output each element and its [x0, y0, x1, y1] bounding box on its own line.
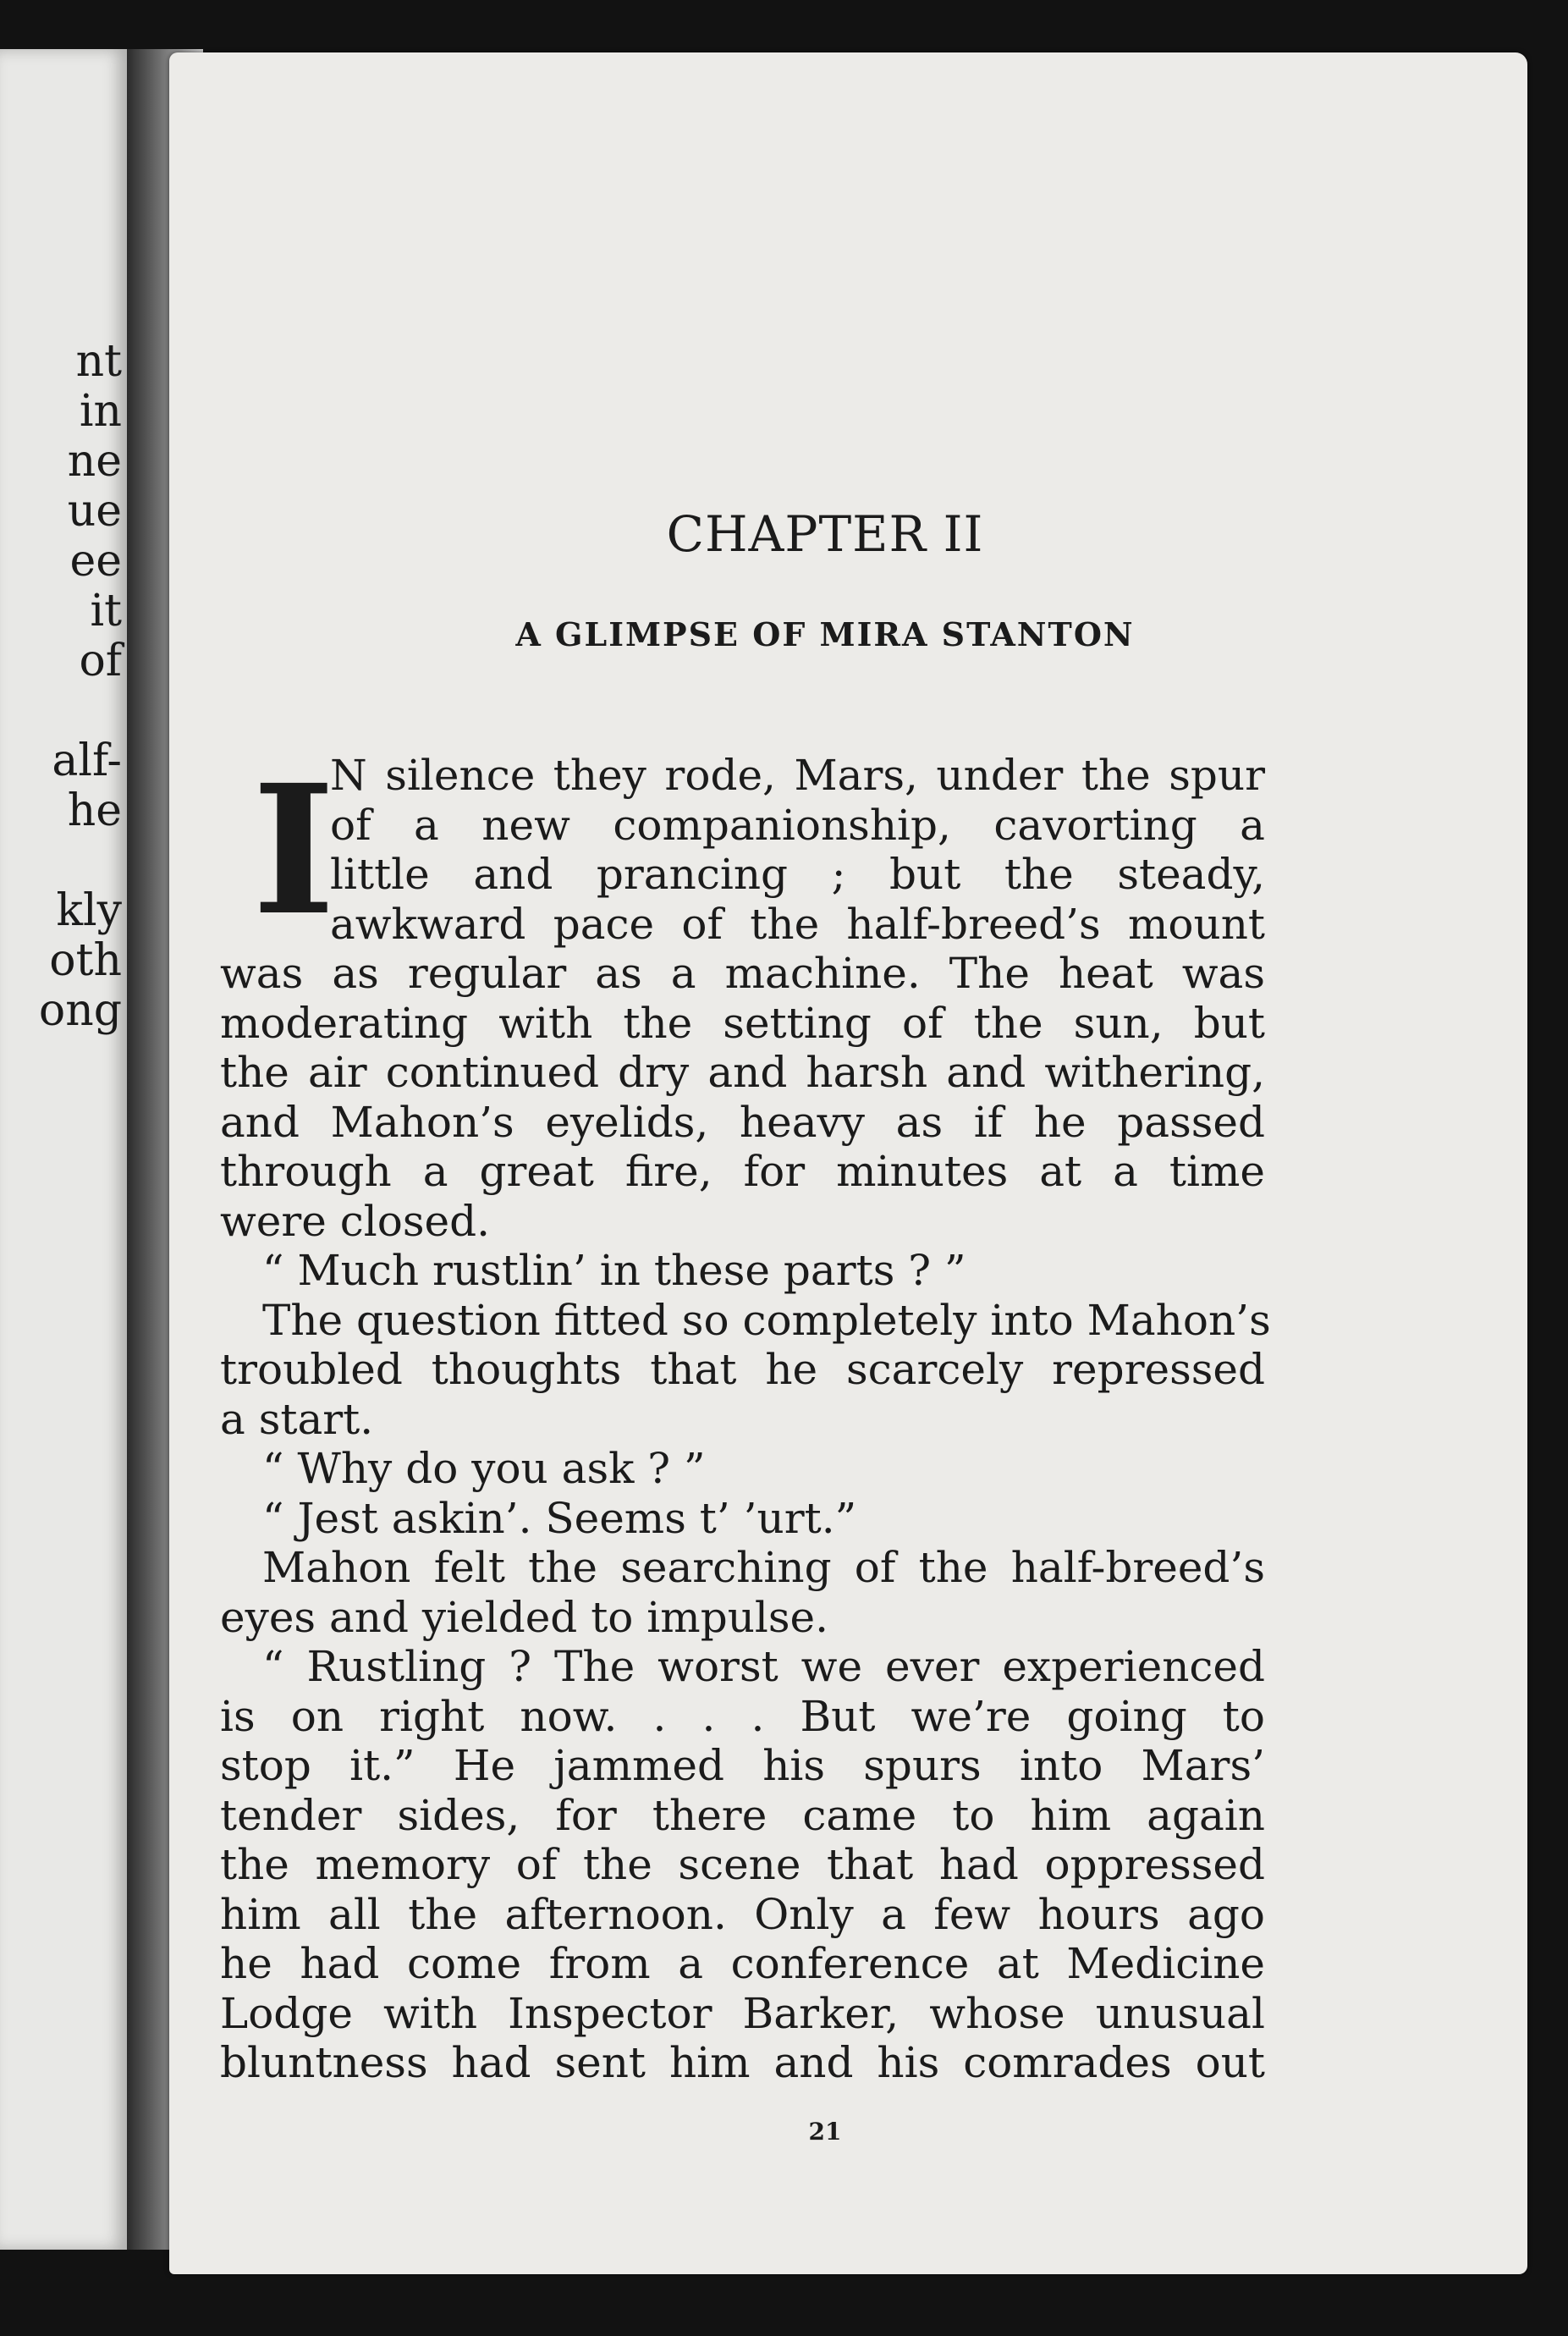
- text-line: “ Much rustlin’ in these parts ? ”: [262, 1246, 966, 1295]
- text-line: stop it.” He jammed his spurs into Mars’: [220, 1741, 1265, 1790]
- text-line: and Mahon’s eyelids, heavy as if he passed: [220, 1097, 1265, 1147]
- body-text: [220, 746, 1271, 2088]
- text-line: tender sides, for there came to him again: [220, 1790, 1265, 1840]
- text-line: Lodge with Inspector Barker, whose unusual: [220, 1988, 1265, 2038]
- chapter-title: CHAPTER II: [666, 505, 984, 563]
- left-fragment: in: [79, 386, 122, 437]
- text-line: he had come from a conference at Medicine: [220, 1939, 1265, 1988]
- left-fragment: he: [67, 785, 122, 836]
- left-fragment: ee: [69, 536, 122, 587]
- text-line: moderating with the setting of the sun, but: [220, 998, 1265, 1048]
- text-line: were closed.: [220, 1196, 491, 1246]
- text-line: is on right now. . . . But we’re going to: [220, 1691, 1265, 1741]
- left-fragment: of: [79, 636, 122, 686]
- left-fragment: nt: [75, 336, 122, 387]
- right-page: [169, 52, 1527, 2274]
- left-fragment: kly: [56, 885, 122, 936]
- text-line: Mahon felt the searching of the half-breed’s: [262, 1543, 1265, 1592]
- text-line: bluntness had sent him and his comrades out: [220, 2038, 1265, 2087]
- text-line: him all the afternoon. Only a few hours ago: [220, 1889, 1265, 1939]
- text-line: the memory of the scene that had oppressed: [220, 1840, 1265, 1889]
- text-line: “ Rustling ? The worst we ever experienced: [262, 1642, 1265, 1691]
- page-content: [220, 52, 1269, 2274]
- text-line: was as regular as a machine. The heat was: [220, 949, 1265, 998]
- text-line: troubled thoughts that he scarcely repressed: [220, 1345, 1265, 1394]
- text-line: little and prancing ; but the steady,: [330, 850, 1265, 899]
- text-line: eyes and yielded to impulse.: [220, 1592, 829, 1642]
- left-fragment: [39, 686, 122, 736]
- text-line: a start.: [220, 1394, 374, 1444]
- left-fragment: [39, 836, 122, 886]
- left-page-text-fragments: [39, 337, 122, 1036]
- text-line: “ Why do you ask ? ”: [262, 1444, 706, 1493]
- text-line: through a great fire, for minutes at a time: [220, 1147, 1265, 1196]
- text-line: of a new companionship, cavorting a: [330, 800, 1265, 850]
- left-fragment: ne: [67, 436, 122, 487]
- left-fragment: it: [90, 586, 122, 636]
- drop-cap: I: [252, 746, 336, 955]
- left-fragment: ong: [38, 985, 122, 1036]
- left-fragment: ue: [67, 486, 122, 537]
- chapter-subtitle: A GLIMPSE OF MIRA STANTON: [515, 615, 1135, 653]
- text-line: The question fitted so completely into Mahon’s: [262, 1295, 1271, 1345]
- text-line: N silence they rode, Mars, under the spur: [330, 751, 1265, 800]
- text-line: “ Jest askin’. Seems t’ ’urt.”: [262, 1493, 857, 1543]
- page-number: 21: [808, 2118, 842, 2146]
- text-line: awkward pace of the half-breed’s mount: [330, 899, 1265, 949]
- text-line: the air continued dry and harsh and withering,: [220, 1048, 1265, 1097]
- left-fragment: alf-: [52, 736, 122, 786]
- left-page: [0, 49, 127, 2250]
- left-fragment: oth: [49, 935, 122, 986]
